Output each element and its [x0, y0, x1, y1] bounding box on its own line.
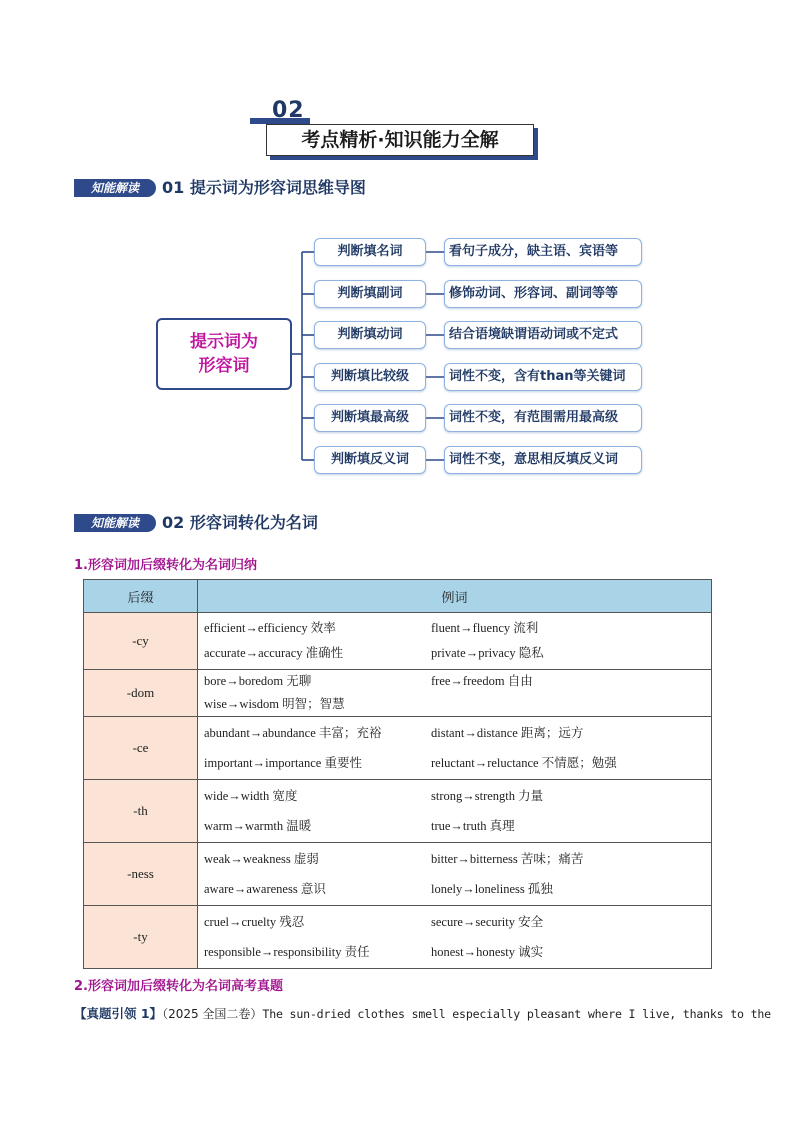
- suffix-cell: -th: [84, 780, 198, 843]
- subheading-summary: 1.形容词加后缀转化为名词归纳: [74, 558, 257, 573]
- example-word: free→freedom 自由: [431, 674, 533, 688]
- subheading-exam: 2.形容词加后缀转化为名词高考真题: [74, 979, 283, 994]
- mindmap-detail-noun: 看句子成分，缺主语、宾语等: [444, 238, 642, 266]
- header-examples: 例词: [198, 580, 712, 613]
- suffix-cell: -ness: [84, 843, 198, 906]
- mindmap-branch-adverb: 判断填副词: [314, 280, 426, 308]
- example-word: efficient→efficiency 效率: [204, 621, 336, 635]
- section-title: 考点精析·知识能力全解: [266, 124, 534, 156]
- examples-cell: [198, 780, 712, 843]
- example-word: lonely→loneliness 孤独: [431, 882, 553, 896]
- suffix-cell: -ce: [84, 717, 198, 780]
- suffix-cell: -dom: [84, 670, 198, 717]
- examples-cell: [198, 843, 712, 906]
- mindmap-detail-antonym: 词性不变，意思相反填反义词: [444, 446, 642, 474]
- example-word: weak→weakness 虚弱: [204, 852, 319, 866]
- example-word: aware→awareness 意识: [204, 882, 326, 896]
- banner-title: 01 提示词为形容词思维导图: [162, 178, 366, 197]
- mindmap-root: [156, 318, 292, 390]
- example-word: responsible→responsibility 责任: [204, 945, 370, 959]
- exam-question: [74, 1004, 771, 1022]
- banner-tag: 知能解读: [74, 179, 156, 197]
- example-word: bore→boredom 无聊: [204, 674, 312, 688]
- example-word: private→privacy 隐私: [431, 646, 544, 660]
- example-word: wise→wisdom 明智；智慧: [204, 697, 345, 711]
- table-row: [84, 906, 712, 969]
- mindmap-branch-noun: 判断填名词: [314, 238, 426, 266]
- table-header-row: [84, 580, 712, 613]
- example-word: important→importance 重要性: [204, 756, 362, 770]
- examples-cell: [198, 906, 712, 969]
- question-source: （2025 全国二卷）: [162, 1007, 263, 1021]
- mindmap-branch-comparative: 判断填比较级: [314, 363, 426, 391]
- question-tag: 【真题引领 1】: [74, 1006, 163, 1021]
- mindmap-root-line-2: 形容词: [198, 356, 250, 376]
- example-word: wide→width 宽度: [204, 789, 298, 803]
- example-word: true→truth 真理: [431, 819, 515, 833]
- example-word: honest→honesty 诚实: [431, 945, 544, 959]
- mindmap-branch-antonym: 判断填反义词: [314, 446, 426, 474]
- example-word: fluent→fluency 流利: [431, 621, 539, 635]
- question-text: The sun-dried clothes smell especially pleasant where I live, thanks to the: [262, 1007, 771, 1021]
- example-word: abundant→abundance 丰富；充裕: [204, 726, 382, 740]
- table-row: [84, 670, 712, 717]
- examples-cell: [198, 717, 712, 780]
- mindmap-detail-superlative: 词性不变，有范围需用最高级: [444, 404, 642, 432]
- suffix-cell: -ty: [84, 906, 198, 969]
- table-row: [84, 613, 712, 670]
- mindmap-detail-comparative: 词性不变，含有than等关键词: [444, 363, 642, 391]
- mindmap-detail-adverb: 修饰动词、形容词、副词等等: [444, 280, 642, 308]
- example-word: warm→warmth 温暖: [204, 819, 312, 833]
- section-number: 02: [272, 98, 305, 123]
- banner-tag: 知能解读: [74, 514, 156, 532]
- example-word: cruel→cruelty 残忍: [204, 915, 305, 929]
- banner-title: 02 形容词转化为名词: [162, 513, 318, 532]
- mindmap-detail-verb: 结合语境缺谓语动词或不定式: [444, 321, 642, 349]
- suffix-table: [83, 579, 712, 969]
- examples-cell: [198, 670, 712, 717]
- mindmap-branch-superlative: 判断填最高级: [314, 404, 426, 432]
- example-word: bitter→bitterness 苦味；痛苦: [431, 852, 584, 866]
- suffix-cell: -cy: [84, 613, 198, 670]
- mindmap-branch-verb: 判断填动词: [314, 321, 426, 349]
- table-row: [84, 717, 712, 780]
- table-row: [84, 843, 712, 906]
- example-word: accurate→accuracy 准确性: [204, 646, 344, 660]
- mindmap-root-line-1: 提示词为: [190, 332, 258, 352]
- example-word: distant→distance 距离；远方: [431, 726, 584, 740]
- example-word: secure→security 安全: [431, 915, 544, 929]
- header-suffix: 后缀: [84, 580, 198, 613]
- table-row: [84, 780, 712, 843]
- examples-cell: [198, 613, 712, 670]
- example-word: strong→strength 力量: [431, 789, 544, 803]
- example-word: reluctant→reluctance 不情愿；勉强: [431, 756, 617, 770]
- example-word: [431, 693, 658, 716]
